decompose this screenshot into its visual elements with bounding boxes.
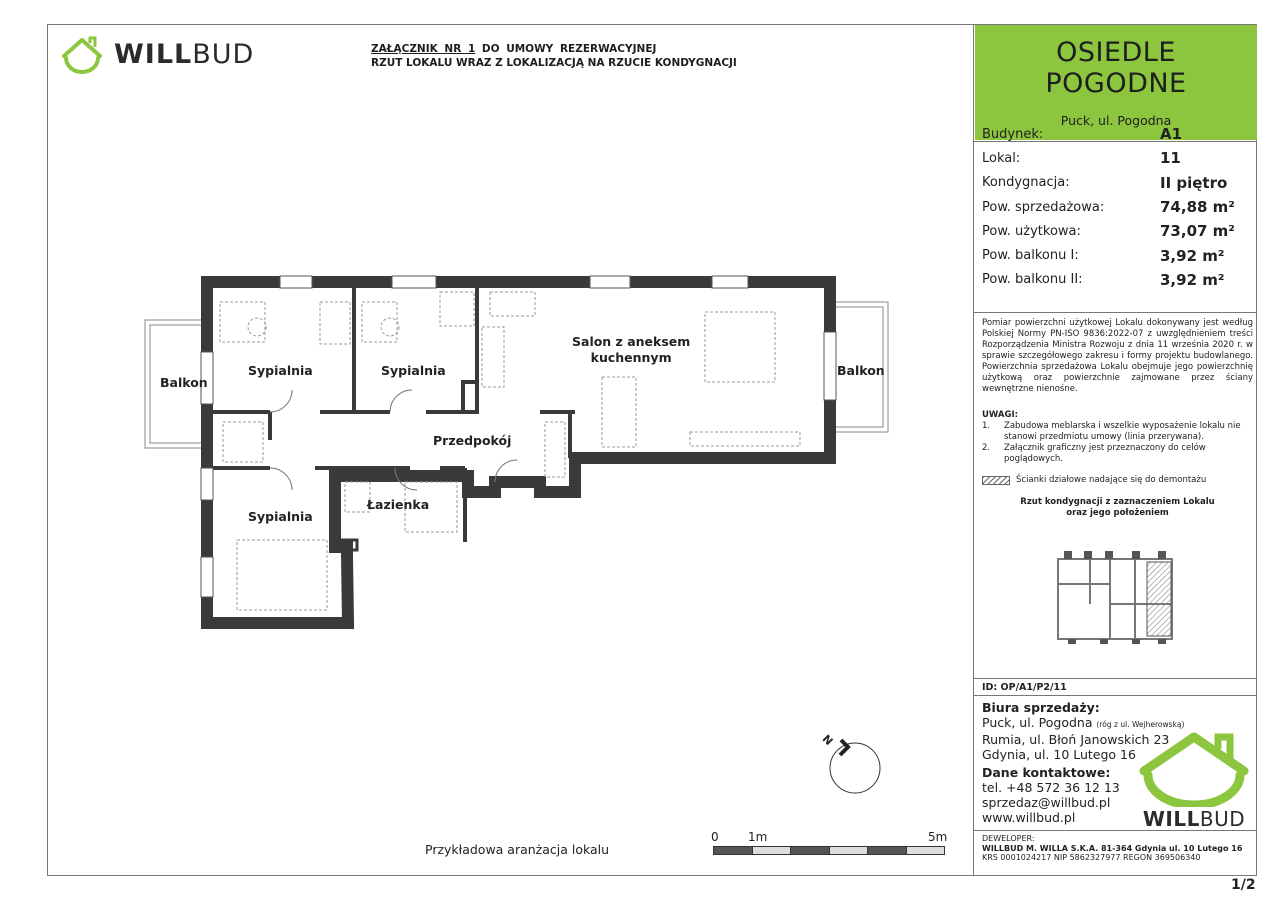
willbud-logo <box>60 34 254 74</box>
legend-demountable-walls: Ścianki działowe nadające się do demontażu <box>982 475 1206 485</box>
willbud-logo-bottom <box>1136 725 1252 831</box>
developer-heading: DEWELOPER: <box>982 834 1035 843</box>
contact-website[interactable]: www.willbud.pl <box>982 810 1076 825</box>
plan-caption: Przykładowa aranżacja lokalu <box>425 842 610 857</box>
house-logo-icon <box>60 34 104 74</box>
project-name-line2: POGODNE <box>1045 68 1187 99</box>
sales-heading: Biura sprzedaży: <box>982 700 1100 715</box>
param-row: Pow. balkonu I: 3,92 m² <box>982 246 1225 265</box>
divider <box>973 678 1257 679</box>
developer-info <box>982 834 1242 863</box>
room-label-sypialnia-3: Sypialnia <box>248 509 313 524</box>
document-title <box>371 42 737 70</box>
contact-heading: Dane kontaktowe: <box>982 765 1111 780</box>
outer-walls <box>207 282 830 623</box>
scale-five: 5m <box>928 830 948 844</box>
scale-zero: 0 <box>711 830 719 844</box>
param-row: Pow. balkonu II: 3,92 m² <box>982 270 1225 289</box>
remarks-heading: UWAGI: <box>982 410 1019 420</box>
room-label-balkon-left: Balkon <box>160 375 208 390</box>
measurement-note: Pomiar powierzchni użytkowej Lokalu dokonywany jest według Polskiej Normy PN-ISO 9836:2022-07 z uwzględnieniem treści Rozporządzenia Ministra Rozwoju z dnia 11 września 2020 r. w sprawie szczegółowego zakresu i formy projektu budowlanego. Powierzchnia sprzedażowa Lokalu obejmuje jego powierzchnię użytkową oraz powierzchnie zajmowane przez ściany wewnętrzne nienośne. <box>982 318 1253 394</box>
floor-location-map <box>1050 544 1180 644</box>
room-label-lazienka: Łazienka <box>367 497 430 512</box>
divider <box>973 830 1257 831</box>
project-location: Puck, ul. Pogodna <box>1060 113 1172 128</box>
param-row: Pow. sprzedażowa: 74,88 m² <box>982 198 1235 217</box>
remark-item: 1. Zabudowa meblarska i wszelkie wyposażenie lokalu nie stanowi przedmiotu umowy (linia przerywana). <box>982 421 1241 442</box>
logo-wordmark: WILLBUD <box>114 38 255 70</box>
contact-email[interactable]: sprzedaz@willbud.pl <box>982 795 1111 810</box>
param-row: Kondygnacja: II piętro <box>982 173 1228 192</box>
logo-wordmark: WILLBUD <box>1142 807 1246 831</box>
room-label-balkon-right: Balkon <box>837 363 885 378</box>
scale-one: 1m <box>748 830 768 844</box>
project-name-line1: OSIEDLE <box>1056 37 1176 68</box>
svg-text:N: N <box>819 732 836 749</box>
divider <box>973 312 1257 313</box>
param-row: Lokal: 11 <box>982 149 1181 168</box>
sales-office-gdynia: Gdynia, ul. 10 Lutego 16 <box>982 747 1136 762</box>
param-row: Budynek: A1 <box>982 125 1183 144</box>
north-arrow-icon <box>812 720 892 800</box>
sales-office-rumia: Rumia, ul. Błoń Janowskich 23 <box>982 732 1170 747</box>
contact-info <box>982 765 1120 825</box>
contact-phone[interactable]: tel. +48 572 36 12 13 <box>982 780 1120 795</box>
room-label-sypialnia-1: Sypialnia <box>248 363 313 378</box>
title-line2: RZUT LOKALU WRAZ Z LOKALIZACJĄ NA RZUCIE KONDYGNACJI <box>371 57 737 69</box>
scale-bar <box>713 846 945 855</box>
sales-office-puck: Puck, ul. Pogodna (róg z ul. Wejherowską) <box>982 715 1185 730</box>
room-label-salon: Salon z aneksem kuchennym <box>572 334 691 365</box>
divider <box>973 695 1257 696</box>
remarks <box>982 410 1253 465</box>
floor-plan <box>140 272 900 642</box>
hatch-pattern-icon <box>982 476 1010 485</box>
room-label-sypialnia-2: Sypialnia <box>381 363 446 378</box>
apartment-params <box>982 122 1252 292</box>
page-number: 1/2 <box>1231 877 1256 893</box>
developer-line1: WILLBUD M. WILLA S.K.A. 81-364 Gdynia ul. 10 Lutego 16 <box>982 843 1243 853</box>
param-row: Pow. użytkowa: 73,07 m² <box>982 222 1235 241</box>
title-line1-rest: DO UMOWY REZERWACYJNEJ <box>475 43 657 55</box>
room-label-przedpokoj: Przedpokój <box>433 433 512 448</box>
title-attachment: ZAŁĄCZNIK NR 1 <box>371 43 476 55</box>
floor-caption: Rzut kondygnacji z zaznaczeniem Lokalu oraz jego położeniem <box>1020 497 1215 518</box>
divider <box>973 141 1257 142</box>
listing-id: ID: OP/A1/P2/11 <box>982 682 1067 693</box>
developer-line2: KRS 0001024217 NIP 5862327977 REGON 369506340 <box>982 853 1201 862</box>
remark-item: 2. Załącznik graficzny jest przeznaczony do celów poglądowych. <box>982 443 1206 464</box>
house-logo-icon <box>1136 725 1252 807</box>
